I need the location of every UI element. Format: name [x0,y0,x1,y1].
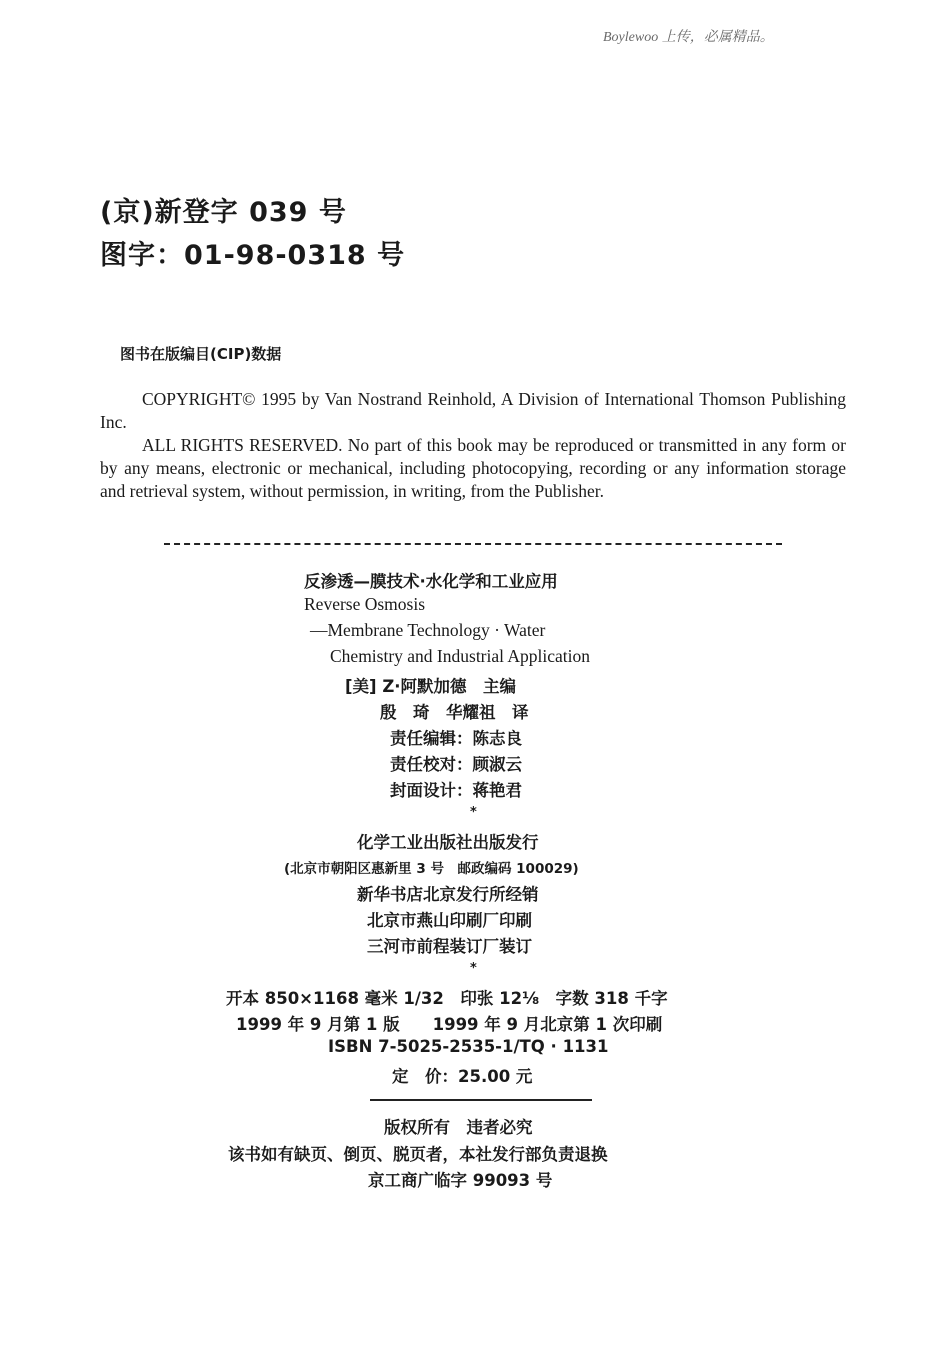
registration-line-2: 图字：01-98-0318 号 [100,240,406,271]
defect-notice: 该书如有缺页、倒页、脱页者，本社发行部负责退换 [228,1145,608,1164]
license-number: 京工商广临字 99093 号 [368,1171,553,1190]
distributor: 新华书店北京发行所经销 [357,885,539,904]
rights-notice: 版权所有 违者必究 [384,1118,533,1137]
format-specs: 开本 850×1168 毫米 1/32 印张 12⅛ 字数 318 千字 [226,989,668,1008]
printer: 北京市燕山印刷厂印刷 [367,911,532,930]
separator-star: * [470,805,477,820]
editor-credit: [美] Z·阿默加德 主编 [345,677,517,696]
binder: 三河市前程装订厂装订 [367,937,532,956]
book-title-chinese: 反渗透—膜技术·水化学和工业应用 [304,572,558,591]
book-title-english: Reverse Osmosis [304,594,426,614]
cover-designer: 封面设计：蒋艳君 [390,781,522,800]
dashed-divider [164,543,782,545]
responsible-editor: 责任编辑：陈志良 [390,729,522,748]
publisher-name: 化学工业出版社出版发行 [357,833,539,852]
rights-paragraph: ALL RIGHTS RESERVED. No part of this book may be reproduced or transmitted in any form or by any means, electronic or mechanical, including photocopying, recording or any information storage and retrieval system, without permission, in writing, from the Publisher. [100,435,846,501]
book-subtitle-english-2: Chemistry and Industrial Application [330,646,591,666]
copyright-paragraph: COPYRIGHT© 1995 by Van Nostrand Reinhold, A Division of International Thomson Publishing Inc. [100,389,846,432]
proofreader: 责任校对：顾淑云 [390,755,522,774]
translator-credit: 殷 琦 华耀祖 译 [380,703,529,722]
solid-divider [370,1099,592,1101]
registration-line-1: (京)新登字 039 号 [100,197,347,228]
price: 定 价：25.00 元 [392,1067,533,1086]
cip-heading: 图书在版编目(CIP)数据 [120,345,282,363]
watermark-text: Boylewoo 上传，必属精品。 [603,30,774,45]
publisher-address: (北京市朝阳区惠新里 3 号 邮政编码 100029) [284,861,579,877]
separator-star: * [470,961,477,976]
book-subtitle-english-1: —Membrane Technology · Water [310,620,546,640]
isbn: ISBN 7-5025-2535-1/TQ · 1131 [328,1037,609,1056]
edition-info: 1999 年 9 月第 1 版 1999 年 9 月北京第 1 次印刷 [236,1015,663,1034]
copyright-block [100,388,846,503]
